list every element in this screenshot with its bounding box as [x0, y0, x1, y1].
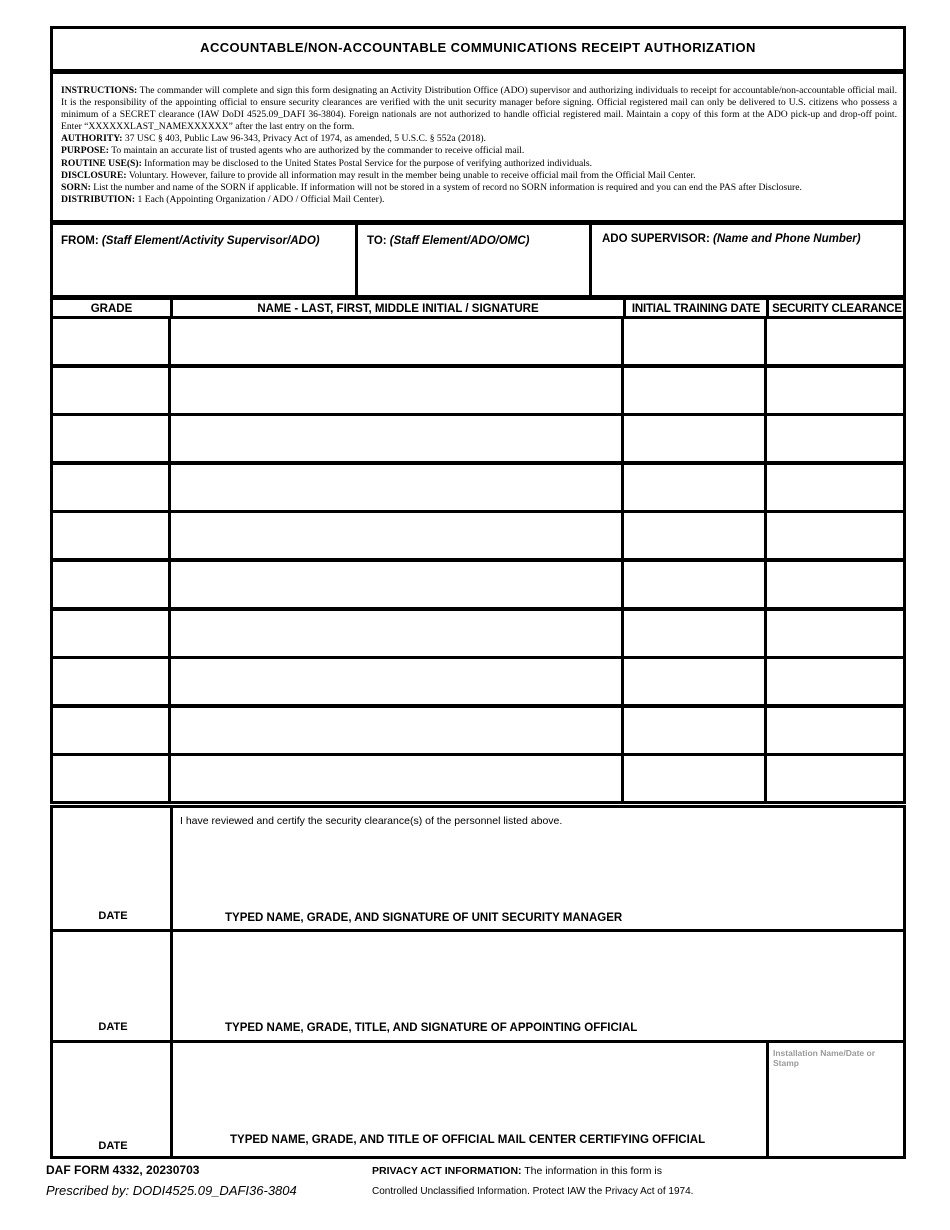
grade-cell[interactable] — [50, 462, 171, 513]
name-signature-cell[interactable] — [168, 510, 624, 561]
purpose-body: To maintain an accurate list of trusted agents who are authorized by the commander to receive official mail. — [111, 145, 525, 157]
distribution-body: 1 Each (Appointing Organization / ADO / Official Mail Center). — [137, 193, 385, 205]
ado-supervisor-label: ADO SUPERVISOR: — [602, 233, 710, 245]
name-signature-cell[interactable] — [168, 608, 624, 659]
to-label: TO: — [367, 235, 387, 247]
security-manager-signature-label[interactable]: TYPED NAME, GRADE, AND SIGNATURE OF UNIT SECURITY MANAGER — [225, 912, 623, 924]
security-clearance-cell[interactable] — [764, 462, 906, 513]
instructions-body: The commander will complete and sign this form designating an Activity Distribution Office (ADO) supervisor and authorizing individuals to receipt for accountable/non-accountable official mail. It is the responsibility of the appointing official to ensure security clearances are verified with the unit security manager before signing. Official registered mail can only be delivered to U.S. citizens who possess a minimum of a SECRET clearance (IAW DoDI 4525.09_DAFI 36-3804). Foreign nationals are not authorized to handle official registered mail. Maintain a copy of this form at the ADO pick-up and drop-off point. Enter “XXXXXXLAST_NAMEXXXXXX” after the last entry on the form. — [61, 85, 897, 133]
security-clearance-cell[interactable] — [764, 559, 906, 610]
instructions-label: INSTRUCTIONS: — [61, 85, 138, 96]
grade-cell[interactable] — [50, 510, 171, 561]
installation-stamp-label[interactable]: Installation Name/Date or Stamp — [773, 1048, 876, 1068]
name-signature-cell[interactable] — [168, 316, 624, 367]
authority-label: AUTHORITY: — [61, 133, 123, 145]
disclosure-body: Voluntary. However, failure to provide all information may result in the member being unable to receive official mail from the Official Mail Center. — [128, 169, 696, 181]
privacy-act-text: The information in this form is — [524, 1165, 662, 1177]
name-signature-cell[interactable] — [168, 559, 624, 610]
training-date-cell[interactable] — [621, 559, 767, 610]
grade-cell[interactable] — [50, 365, 171, 416]
security-clearance-cell[interactable] — [764, 608, 906, 659]
privacy-act-info — [372, 1165, 662, 1177]
grade-cell[interactable] — [50, 316, 171, 367]
grade-cell[interactable] — [50, 608, 171, 659]
sorn-label: SORN: — [61, 181, 91, 193]
certification-statement: I have reviewed and certify the security clearance(s) of the personnel listed above. — [180, 815, 563, 827]
training-date-cell[interactable] — [621, 413, 767, 464]
name-signature-cell[interactable] — [168, 462, 624, 513]
training-date-cell[interactable] — [621, 705, 767, 756]
omc-official-signature-label[interactable]: TYPED NAME, GRADE, AND TITLE OF OFFICIAL MAIL CENTER CERTIFYING OFFICIAL — [230, 1134, 706, 1146]
grade-cell[interactable] — [50, 753, 171, 804]
grade-cell[interactable] — [50, 705, 171, 756]
routing-header-box — [50, 222, 906, 298]
sorn-body: List the number and name of the SORN if applicable. If information will not be stored in a system of record no SORN information is required and you can end the PAS after Disclosure. — [93, 181, 802, 193]
security-clearance-cell[interactable] — [764, 705, 906, 756]
divider-from-to — [355, 225, 358, 295]
authority-body: 37 USC § 403, Public Law 96-343, Privacy Act of 1974, as amended, 5 U.S.C. § 552a (2018). — [124, 133, 486, 145]
security-clearance-cell[interactable] — [764, 316, 906, 367]
security-clearance-cell[interactable] — [764, 510, 906, 561]
routine-use-label: ROUTINE USE(S): — [61, 157, 142, 169]
distribution-label: DISTRIBUTION: — [61, 193, 136, 205]
name-signature-cell[interactable] — [168, 753, 624, 804]
security-clearance-cell[interactable] — [764, 413, 906, 464]
appointing-official-signature-label[interactable]: TYPED NAME, GRADE, TITLE, AND SIGNATURE OF APPOINTING OFFICIAL — [225, 1022, 638, 1034]
column-header-training-date: INITIAL TRAINING DATE — [631, 303, 761, 315]
training-date-cell[interactable] — [621, 462, 767, 513]
grade-cell[interactable] — [50, 656, 171, 707]
training-date-cell[interactable] — [621, 608, 767, 659]
from-label: FROM: — [61, 235, 99, 247]
form-title: ACCOUNTABLE/NON-ACCOUNTABLE COMMUNICATIONS RECEIPT AUTHORIZATION — [200, 40, 756, 55]
form-id: DAF FORM 4332, 20230703 — [46, 1163, 200, 1177]
security-manager-section — [50, 805, 906, 932]
ado-supervisor-field[interactable] — [602, 233, 861, 245]
security-clearance-cell[interactable] — [764, 656, 906, 707]
privacy-act-label: PRIVACY ACT INFORMATION: — [372, 1165, 522, 1177]
column-header-grade: GRADE — [90, 303, 133, 315]
instructions-text — [61, 85, 897, 206]
privacy-act-text-2: Controlled Unclassified Information. Protect IAW the Privacy Act of 1974. — [372, 1186, 694, 1197]
disclosure-label: DISCLOSURE: — [61, 169, 127, 181]
prescribed-by: Prescribed by: DODI4525.09_DAFI36-3804 — [46, 1183, 297, 1198]
title-box — [50, 26, 906, 72]
name-signature-cell[interactable] — [168, 705, 624, 756]
column-header-security-clearance: SECURITY CLEARANCE — [772, 303, 902, 315]
training-date-cell[interactable] — [621, 753, 767, 804]
column-header-name: NAME - LAST, FIRST, MIDDLE INITIAL / SIGNATURE — [257, 303, 539, 315]
grade-cell[interactable] — [50, 413, 171, 464]
grade-cell[interactable] — [50, 559, 171, 610]
appointing-official-section — [50, 929, 906, 1043]
to-hint: (Staff Element/ADO/OMC) — [389, 235, 530, 247]
routine-use-body: Information may be disclosed to the United States Postal Service for the purpose of verifying authorized individuals. — [144, 157, 593, 169]
training-date-cell[interactable] — [621, 365, 767, 416]
name-signature-cell[interactable] — [168, 413, 624, 464]
ado-supervisor-hint: (Name and Phone Number) — [712, 233, 861, 245]
date-label-omc: DATE — [98, 1140, 128, 1152]
purpose-label: PURPOSE: — [61, 145, 109, 157]
security-clearance-cell[interactable] — [764, 365, 906, 416]
training-date-cell[interactable] — [621, 510, 767, 561]
date-label-appointing: DATE — [98, 1021, 128, 1033]
instructions-box — [50, 71, 906, 223]
date-label-security-manager: DATE — [98, 910, 128, 922]
divider-to-ado — [589, 225, 592, 295]
to-field[interactable] — [367, 235, 530, 247]
from-hint: (Staff Element/Activity Supervisor/ADO) — [101, 235, 320, 247]
security-clearance-cell[interactable] — [764, 753, 906, 804]
training-date-cell[interactable] — [621, 656, 767, 707]
stamp-divider — [766, 1043, 769, 1156]
name-signature-cell[interactable] — [168, 656, 624, 707]
from-field[interactable] — [61, 235, 320, 247]
training-date-cell[interactable] — [621, 316, 767, 367]
omc-official-section — [50, 1040, 906, 1159]
name-signature-cell[interactable] — [168, 365, 624, 416]
